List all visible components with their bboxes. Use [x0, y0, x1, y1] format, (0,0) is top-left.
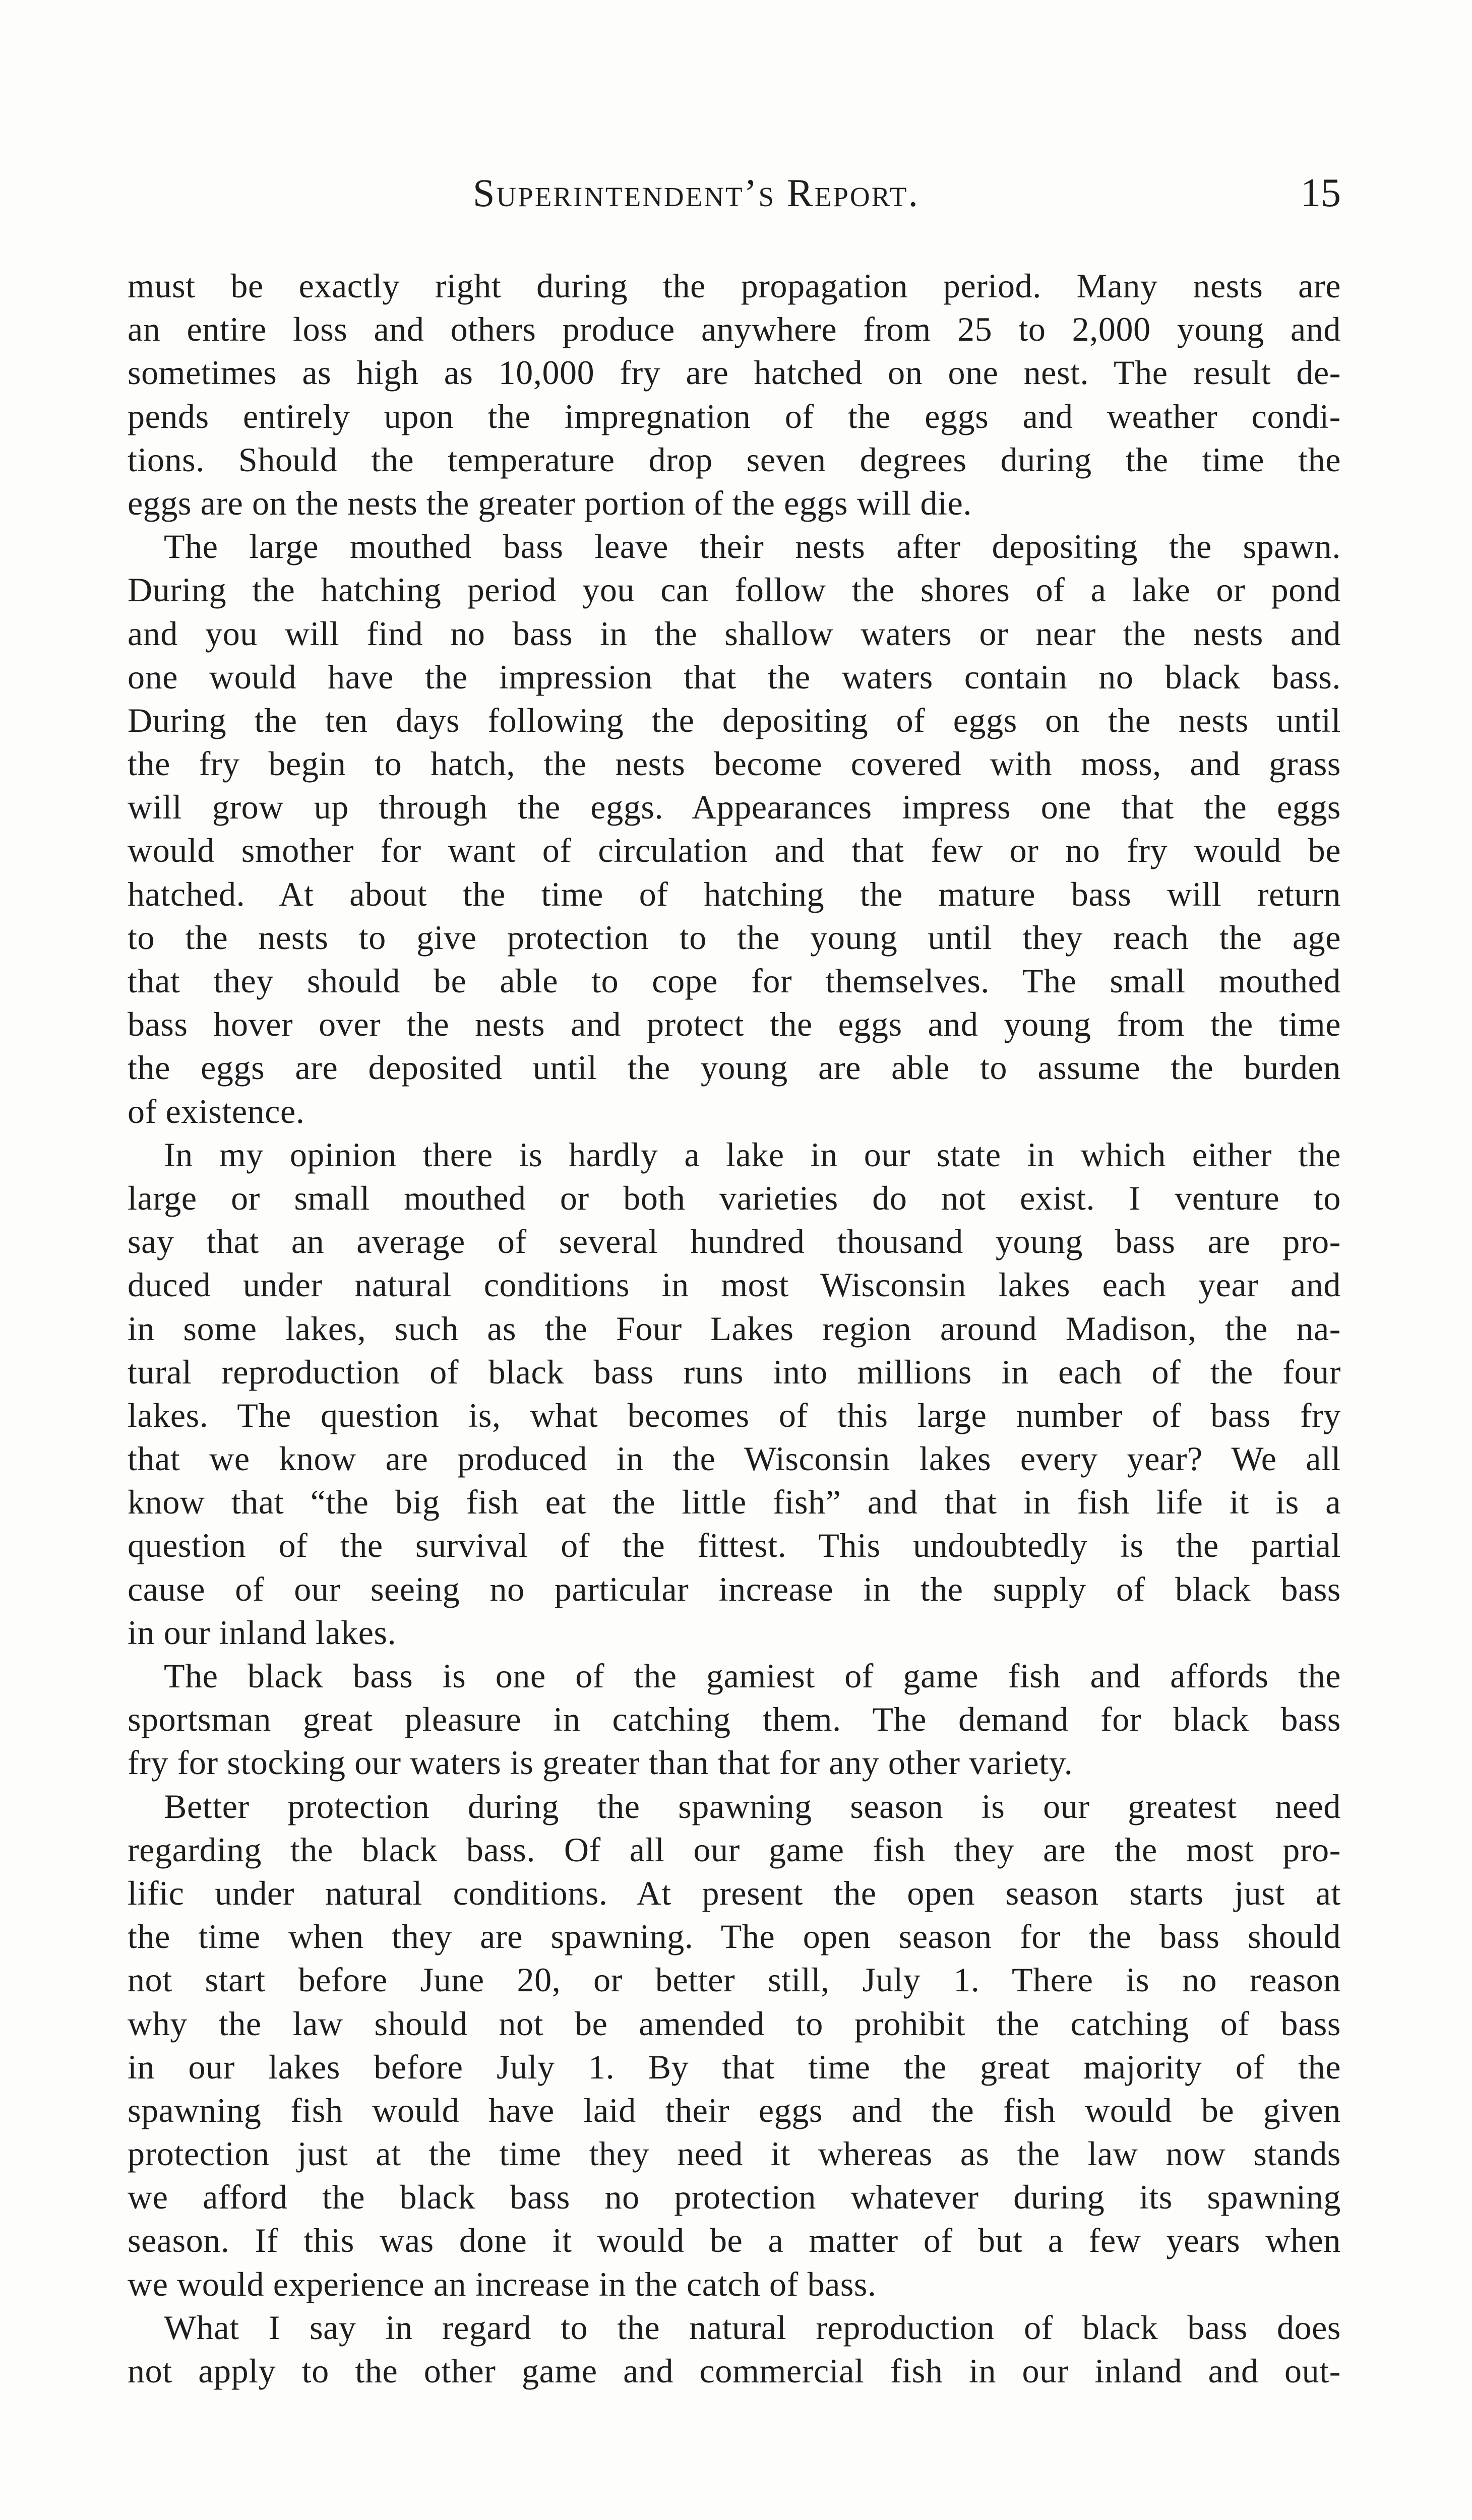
text-line: season. If this was done it would be a matter of but a few years when — [128, 2221, 1341, 2260]
text-line: question of the survival of the fittest. This undoubtedly is the partial — [128, 1526, 1341, 1565]
text-line: the time when they are spawning. The open season for the bass should — [128, 1917, 1341, 1956]
running-title: Superintendent’s Report. — [473, 171, 920, 215]
page-number: 15 — [1301, 171, 1341, 215]
text-line: must be exactly right during the propagation period. Many nests are — [128, 267, 1341, 305]
text-line: not apply to the other game and commercial fish in our inland and out- — [128, 2352, 1341, 2390]
text-line: spawning fish would have laid their eggs and the fish would be given — [128, 2091, 1341, 2129]
text-line: cause of our seeing no particular increase in the supply of black bass — [128, 1569, 1341, 1608]
text-line: lific under natural conditions. At present the open season starts just at — [128, 1873, 1341, 1912]
text-line: to the nests to give protection to the young until they reach the age — [128, 918, 1341, 957]
text-line: the eggs are deposited until the young are able to assume the burden — [128, 1048, 1341, 1087]
text-line: an entire loss and others produce anywhere from 25 to 2,000 young and — [128, 310, 1341, 349]
text-line: hatched. At about the time of hatching the mature bass will return — [128, 874, 1341, 913]
text-line: sometimes as high as 10,000 fry are hatched on one nest. The result de- — [128, 353, 1341, 392]
text-line: The black bass is one of the gamiest of game fish and affords the — [164, 1657, 1341, 1695]
text-line: What I say in regard to the natural reproduction of black bass does — [164, 2308, 1341, 2347]
text-line: In my opinion there is hardly a lake in our state in which either the — [164, 1135, 1341, 1174]
text-line: in our lakes before July 1. By that time the great majority of the — [128, 2047, 1341, 2086]
text-line: fry for stocking our waters is greater than that for any other variety. — [128, 1743, 1073, 1782]
text-line: duced under natural conditions in most Wisconsin lakes each year and — [128, 1266, 1341, 1304]
text-line: and you will find no bass in the shallow waters or near the nests and — [128, 614, 1341, 653]
text-line: regarding the black bass. Of all our game fish they are the most pro- — [128, 1830, 1341, 1869]
text-line: in our inland lakes. — [128, 1613, 397, 1652]
text-line: know that “the big fish eat the little fish” and that in fish life it is a — [128, 1483, 1341, 1522]
text-line: that we know are produced in the Wisconsin lakes every year? We all — [128, 1439, 1341, 1478]
text-line: Better protection during the spawning season is our greatest need — [164, 1787, 1341, 1825]
paragraph — [128, 264, 1341, 525]
text-line: say that an average of several hundred thousand young bass are pro- — [128, 1222, 1341, 1261]
text-line: of existence. — [128, 1092, 305, 1130]
paragraph — [128, 1785, 1341, 2306]
text-line: large or small mouthed or both varieties do not exist. I venture to — [128, 1178, 1341, 1217]
text-line: pends entirely upon the impregnation of the eggs and weather condi- — [128, 397, 1341, 435]
text-line: we would experience an increase in the catch of bass. — [128, 2264, 877, 2303]
text-line: The large mouthed bass leave their nests after depositing the spawn. — [164, 527, 1341, 566]
text-line: During the hatching period you can follow the shores of a lake or pond — [128, 571, 1341, 609]
text-line: bass hover over the nests and protect the eggs and young from the time — [128, 1005, 1341, 1044]
text-line: in some lakes, such as the Four Lakes region around Madison, the na- — [128, 1309, 1341, 1348]
paragraph — [128, 1654, 1341, 1785]
paragraph — [128, 1133, 1341, 1654]
text-line: that they should be able to cope for themselves. The small mouthed — [128, 962, 1341, 1000]
text-line: we afford the black bass no protection whatever during its spawning — [128, 2178, 1341, 2217]
text-line: protection just at the time they need it whereas as the law now stands — [128, 2134, 1341, 2173]
body-text — [128, 264, 1341, 2392]
text-line: not start before June 20, or better still, July 1. There is no reason — [128, 1961, 1341, 1999]
text-line: tural reproduction of black bass runs into millions in each of the four — [128, 1352, 1341, 1391]
text-line: the fry begin to hatch, the nests become covered with moss, and grass — [128, 744, 1341, 783]
text-line: would smother for want of circulation and that few or no fry would be — [128, 831, 1341, 870]
text-line: sportsman great pleasure in catching them. The demand for black bass — [128, 1700, 1341, 1739]
text-line: will grow up through the eggs. Appearances impress one that the eggs — [128, 788, 1341, 827]
text-line: one would have the impression that the waters contain no black bass. — [128, 657, 1341, 696]
running-head — [128, 170, 1341, 226]
text-line: During the ten days following the depositing of eggs on the nests until — [128, 701, 1341, 739]
text-line: eggs are on the nests the greater portion of the eggs will die. — [128, 483, 972, 522]
text-line: lakes. The question is, what becomes of this large number of bass fry — [128, 1396, 1341, 1434]
text-line: why the law should not be amended to prohibit the catching of bass — [128, 2004, 1341, 2043]
paragraph — [128, 525, 1341, 1133]
text-line: tions. Should the temperature drop seven degrees during the time the — [128, 440, 1341, 479]
paragraph — [128, 2306, 1341, 2392]
